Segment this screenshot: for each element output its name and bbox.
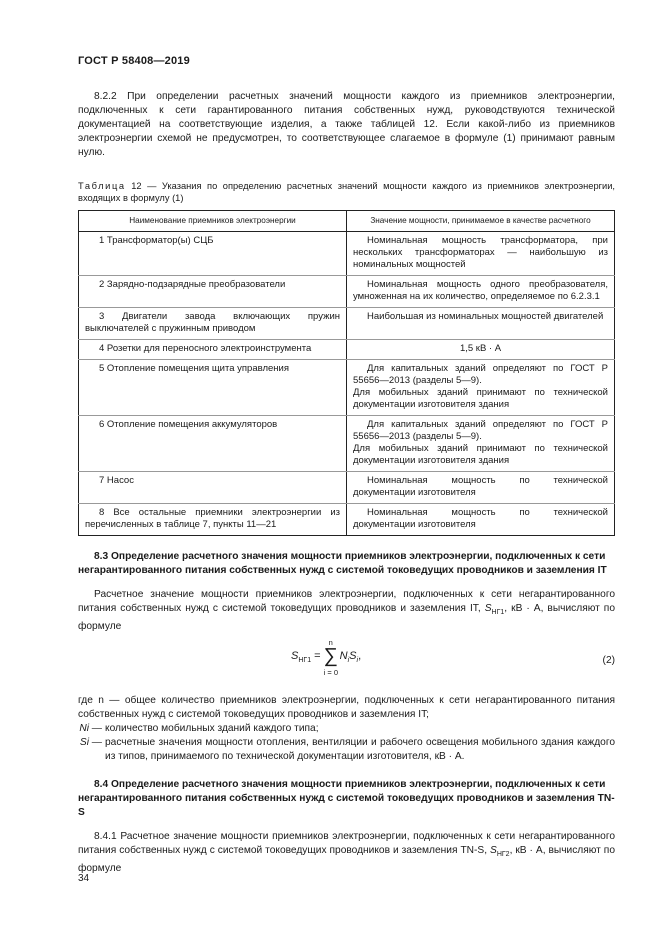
definition-key: Ni — [79,723,102,735]
sum-upper-limit: n [328,638,333,648]
formula-lhs-subscript: НГ1 [298,657,312,665]
table-caption-prefix: Таблица [78,181,126,191]
table-cell: Для капитальных зданий определяют по ГОСТ Р 55656—2013 (разделы 5—9). Для мобильных зданий принимают по технической документации изготовителя здания [347,416,615,472]
formula-2 [78,638,615,682]
table-cell: 4 Розетки для переносного электроинструмента [79,340,347,360]
table-row [79,360,615,416]
formula-term-s: S [349,650,357,663]
paragraph-8-2-2: 8.2.2 При определении расчетных значений мощности каждого из приемников электроэнергии, подключенных к сети гарантированного питания собственных нужд, руководствуются технической документацией на соответствующие изделия, а также таблицей 12. Если какой-либо из приемников электроэнергии схемой не предусмотрен, то соответствующее слагаемое в формуле (1) принимают равным нулю. [78,91,615,158]
table-header-row [79,211,615,232]
symbol-s: S [484,603,492,614]
definition-si [78,736,615,764]
table-cell: 1 Трансформатор(ы) СЦБ [79,232,347,276]
table-cell: 6 Отопление помещения аккумуляторов [79,416,347,472]
table-cell: 5 Отопление помещения щита управления [79,360,347,416]
formula-expression [291,638,362,678]
document-header: ГОСТ Р 58408—2019 [78,55,190,67]
paragraph-8-3-text: Расчетное значение мощности приемников электроэнергии, подключенных к сети негарантированного питания собственных нужд с системой токоведущих проводников и заземления IT, [78,589,615,614]
table-cell: Номинальная мощность одного преобразователя, умноженная на их количество, определяемое по 6.2.3.1 [347,276,615,308]
page-number: 34 [78,873,90,884]
formula-index: i [356,657,359,665]
definition-key: где n — [78,695,120,707]
table-cell: 8 Все остальные приемники электроэнергии из перечисленных в таблице 7, пункты 11—21 [79,504,347,536]
definition-key: Si — [79,737,102,749]
table-cell: Номинальная мощность по технической документации изготовителя [347,472,615,504]
table-cell: 3 Двигатели завода включающих пружин выключателей с пружинным приводом [79,308,347,340]
table-header-cell: Значение мощности, принимаемое в качестве расчетного [347,211,615,232]
formula-number: (2) [602,655,615,667]
formula-definitions [78,694,615,764]
formula-index: i [347,657,350,665]
definition-text: расчетные значения мощности отопления, вентиляции и рабочего освещения мобильного здания каждого из типов, принимаемого по технической документации изготовителя, кВ · А. [105,737,615,763]
table-cell: Номинальная мощность трансформатора, при нескольких трансформаторах — наибольшую из номинальных мощностей [347,232,615,276]
formula-tail: , [358,650,362,663]
section-heading-8-3: 8.3 Определение расчетного значения мощности приемников электроэнергии, подключенных к сети негарантированного питания собственных нужд с системой токоведущих проводников и заземления IT [78,551,607,576]
table-row [79,504,615,536]
table-cell: 7 Насос [79,472,347,504]
definition-ni [78,722,615,736]
formula-sum [323,638,340,678]
paragraph-8-4-1-tail: , кВ · А, вычисляют по формуле [78,845,615,875]
paragraph-8-3-tail: , кВ · А, вычисляют по формуле [78,603,615,633]
formula-equals: = [311,650,324,663]
sum-lower-limit: i = 0 [323,668,339,678]
paragraph-8-4-1 [78,830,615,876]
table-caption-text: 12 — Указания по определению расчетных значений мощности каждого из приемников электроэнергии, входящих в формулу (1) [78,181,615,203]
sum-sigma: ∑ [323,645,338,668]
table-cell: 2 Зарядно-подзарядные преобразователи [79,276,347,308]
paragraph-8-4-1-text: 8.4.1 Расчетное значение мощности приемников электроэнергии, подключенных к сети негарантированного питания собственных нужд с системой токоведущих проводников и заземления TN-S, [78,831,615,857]
paragraph-8-3 [78,588,615,634]
table-12 [78,210,615,536]
definition-text: количество мобильных зданий каждого типа; [105,723,319,735]
table-cell: Для капитальных зданий определяют по ГОСТ Р 55656—2013 (разделы 5—9). Для мобильных зданий принимают по технической документации изготовителя здания [347,360,615,416]
formula-lhs: S [291,650,299,663]
definition-text: общее количество приемников электроэнергии, подключенных к сети негарантированного питания собственных нужд с системой токоведущих проводников и заземления IT; [78,695,616,721]
table-caption [78,180,615,204]
definition-n [78,694,615,722]
table-row [79,340,615,360]
table-cell: 1,5 кВ · А [347,340,615,360]
symbol-subscript: НГ1 [491,609,505,617]
symbol-s: S [490,845,497,857]
table-row [79,232,615,276]
table-cell: Номинальная мощность по технической документации изготовителя [347,504,615,536]
formula-term-n: N [339,650,348,663]
table-header-cell: Наименование приемников электроэнергии [79,211,347,232]
section-heading-8-4: 8.4 Определение расчетного значения мощности приемников электроэнергии, подключенных к сети негарантированного питания собственных нужд с системой токоведущих проводников и заземления TN-S [78,779,615,819]
table-cell: Наибольшая из номинальных мощностей двигателей [347,308,615,340]
table-row [79,308,615,340]
table-row [79,416,615,472]
symbol-subscript: НГ2 [496,851,510,859]
table-row [79,276,615,308]
table-row [79,472,615,504]
